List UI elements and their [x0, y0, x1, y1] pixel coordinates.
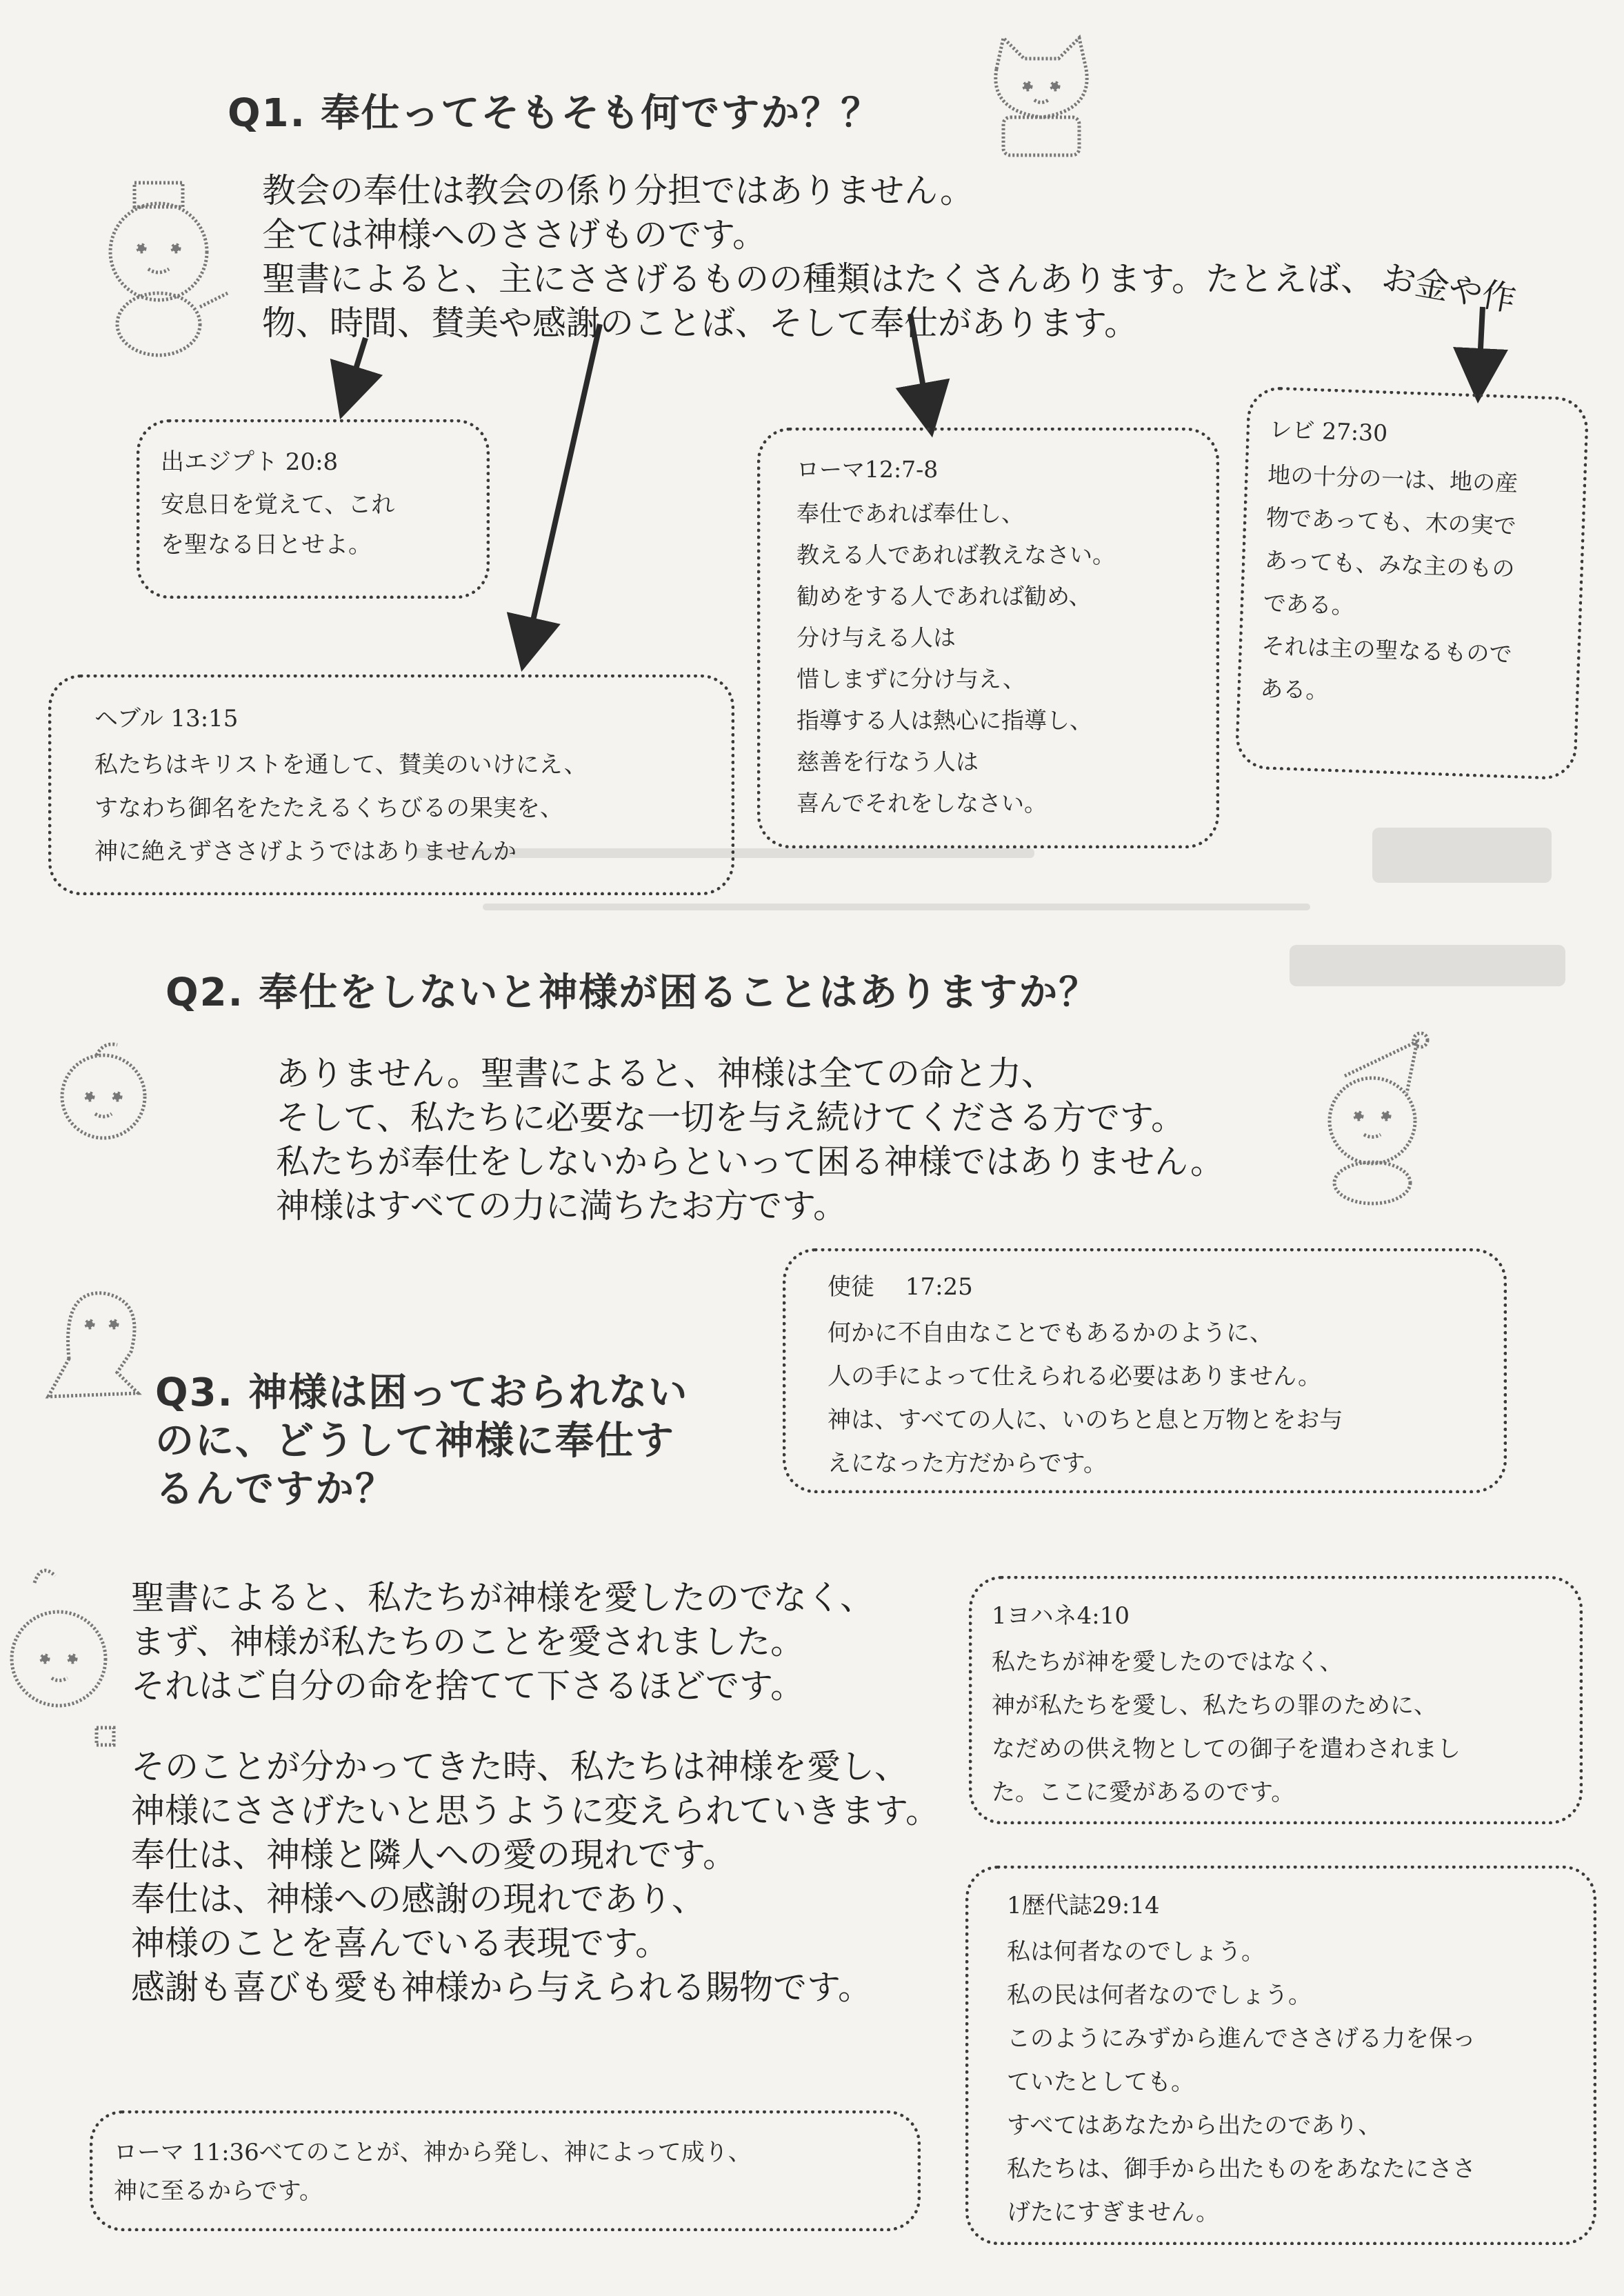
verse-line: すべてはあなたから出たのであり、 — [1007, 2112, 1382, 2139]
verse-line: このようにみずから進んでささげる力を保っ — [1007, 2025, 1476, 2053]
party-hat-mascot-icon — [1303, 1028, 1441, 1207]
ghost-mascot-icon — [34, 1276, 172, 1407]
verse-line: 私は何者なのでしょう。 — [1007, 1938, 1265, 1966]
q3-heading-line: のに、どうして神様に奉仕す — [155, 1419, 675, 1464]
q1-answer-line: 聖書によると、主にささげるものの種類はたくさんあります。たとえば、 — [262, 259, 1375, 299]
q3-answer-line: 感謝も喜びも愛も神様から与えられる賜物です。 — [131, 1968, 872, 2007]
verse-line: 神に絶えずささげようではありませんか — [94, 838, 517, 866]
q3-answer-line: それはご自分の命を捨てて下さるほどです。 — [131, 1666, 805, 1706]
verse-line: 指導する人は熱心に指導し、 — [796, 707, 1092, 734]
q1-answer-line: 教会の奉仕は教会の係り分担ではありません。 — [262, 171, 974, 210]
verse-line: あっても、みな主のもの — [1264, 546, 1516, 583]
orange-mascot-icon — [48, 1031, 159, 1141]
verse-box-exodus — [137, 419, 490, 599]
q3-answer-2 — [131, 1745, 939, 2010]
q3-answer-1 — [131, 1576, 874, 1708]
verse-box-leviticus — [1234, 386, 1589, 781]
verse-box-romans-11 — [90, 2110, 921, 2231]
q3-answer-line: 神様にささげたいと思うように変えられていきます。 — [131, 1791, 940, 1830]
q1-answer-tail: お金や作 — [1379, 257, 1519, 320]
verse-line: 神が私たちを愛し、私たちの罪のために、 — [992, 1692, 1437, 1719]
verse-line: 慈善を行なう人は — [796, 748, 979, 775]
verse-line: げたにすぎません。 — [1007, 2199, 1220, 2226]
verse-line: ある。 — [1259, 675, 1330, 704]
q2-answer-line: ありません。聖書によると、神様は全ての命と力、 — [276, 1054, 1055, 1093]
q3-answer-line: まず、神様が私たちのことを愛されました。 — [131, 1622, 805, 1661]
verse-line: 私たちが神を愛したのではなく、 — [992, 1648, 1343, 1676]
verse-box-1-chronicles — [965, 1866, 1596, 2245]
q2-answer-line: 神様はすべての力に満ちたお方です。 — [276, 1186, 848, 1226]
verse-line: それは主の聖なるもので — [1261, 632, 1513, 668]
q3-answer-line: 神様のことを喜んでいる表現です。 — [131, 1924, 670, 1963]
verse-line: ていたとしても。 — [1007, 2068, 1194, 2096]
verse-ref: ヘブル 13:15 — [94, 705, 239, 732]
verse-line: 私たちはキリストを通して、賛美のいけにえ、 — [94, 751, 588, 779]
arrow-to-leviticus — [1479, 307, 1483, 376]
verse-line: 勧めをする人であれば勧め、 — [796, 583, 1092, 610]
verse-line: 何かに不自由なことでもあるかのように、 — [828, 1319, 1273, 1347]
verse-line: 地の十分の一は、地の産 — [1267, 461, 1518, 497]
q2-answer-line: そして、私たちに必要な一切を与え続けてくださる方です。 — [276, 1098, 1185, 1137]
verse-line: 私たちは、御手から出たものをあなたにささ — [1007, 2155, 1476, 2183]
verse-line: 奉仕であれば奉仕し、 — [796, 500, 1024, 527]
arrow-to-exodus — [348, 338, 365, 393]
verse-line: 惜しまずに分け与え、 — [796, 666, 1025, 692]
verse-line: 神に至るからです。 — [114, 2177, 323, 2205]
verse-line: 神は、すべての人に、いのちと息と万物とをお与 — [828, 1406, 1343, 1434]
ponytail-mascot-icon — [7, 1562, 131, 1769]
snowman-hat-mascot-icon — [79, 176, 238, 362]
verse-ref: 出エジプト 20:8 — [161, 448, 339, 476]
verse-line: である。 — [1263, 589, 1355, 620]
q2-answer-line: 私たちが奉仕をしないからといって困る神様ではありません。 — [276, 1142, 1224, 1181]
cat-mascot-icon — [976, 28, 1114, 166]
q2-answer — [276, 1052, 1224, 1228]
q1-answer-line: 全ては神様へのささげものです。 — [262, 215, 767, 254]
q3-heading-line: Q3. 神様は困っておられない — [155, 1370, 689, 1415]
q3-answer-line: そのことが分かってきた時、私たちは神様を愛し、 — [131, 1747, 909, 1786]
q3-heading — [155, 1369, 688, 1514]
verse-line: すなわち御名をたたえるくちびるの果実を、 — [94, 795, 563, 822]
q2-heading: Q2. 奉仕をしないと神様が困ることはありますか？ — [166, 970, 1099, 1015]
verse-line: ローマ 11:36べてのことが、神から発し、神によって成り、 — [114, 2139, 752, 2166]
verse-ref: 使徒 17:25 — [828, 1273, 973, 1301]
verse-line: なだめの供え物としての御子を遣わされまし — [992, 1735, 1461, 1763]
arrow-to-romans — [910, 314, 928, 410]
q3-heading-line: るんですか？ — [155, 1467, 395, 1512]
verse-ref: ローマ12:7-8 — [796, 456, 939, 483]
verse-line: えになった方だからです。 — [828, 1450, 1107, 1477]
verse-ref: 1ヨハネ4:10 — [992, 1602, 1130, 1630]
verse-line: 教える人であれば教えなさい。 — [796, 541, 1115, 568]
q1-answer-line: 物、時間、賛美や感謝のことば、そして奉仕があります。 — [262, 303, 1139, 343]
verse-line: 安息日を覚えて、これ — [161, 491, 395, 519]
verse-line: 物であっても、木の実で — [1265, 503, 1517, 540]
verse-box-acts — [783, 1248, 1507, 1493]
q3-answer-line: 奉仕は、神様と隣人への愛の現れです。 — [131, 1835, 737, 1875]
verse-line: を聖なる日とせよ。 — [161, 531, 372, 559]
verse-line: 人の手によって仕えられる必要はありません。 — [828, 1363, 1322, 1390]
q1-heading: Q1. 奉仕ってそもそも何ですか？？ — [228, 91, 881, 136]
q3-answer-line: 奉仕は、神様への感謝の現れであり、 — [131, 1879, 706, 1919]
verse-line: 私の民は何者なのでしょう。 — [1007, 1981, 1312, 2009]
verse-box-hebrews — [48, 675, 734, 895]
verse-line: 分け与える人は — [796, 624, 956, 651]
arrow-to-hebrews — [528, 324, 600, 645]
verse-ref: レビ 27:30 — [1268, 415, 1388, 447]
verse-line: た。ここに愛があるのです。 — [992, 1779, 1295, 1806]
q3-answer-line: 聖書によると、私たちが神様を愛したのでなく、 — [131, 1578, 874, 1617]
verse-ref: 1歴代誌29:14 — [1007, 1892, 1160, 1919]
verse-box-1-john — [969, 1576, 1583, 1824]
verse-line: 喜んでそれをしなさい。 — [796, 790, 1047, 817]
verse-box-romans-12 — [757, 428, 1219, 848]
